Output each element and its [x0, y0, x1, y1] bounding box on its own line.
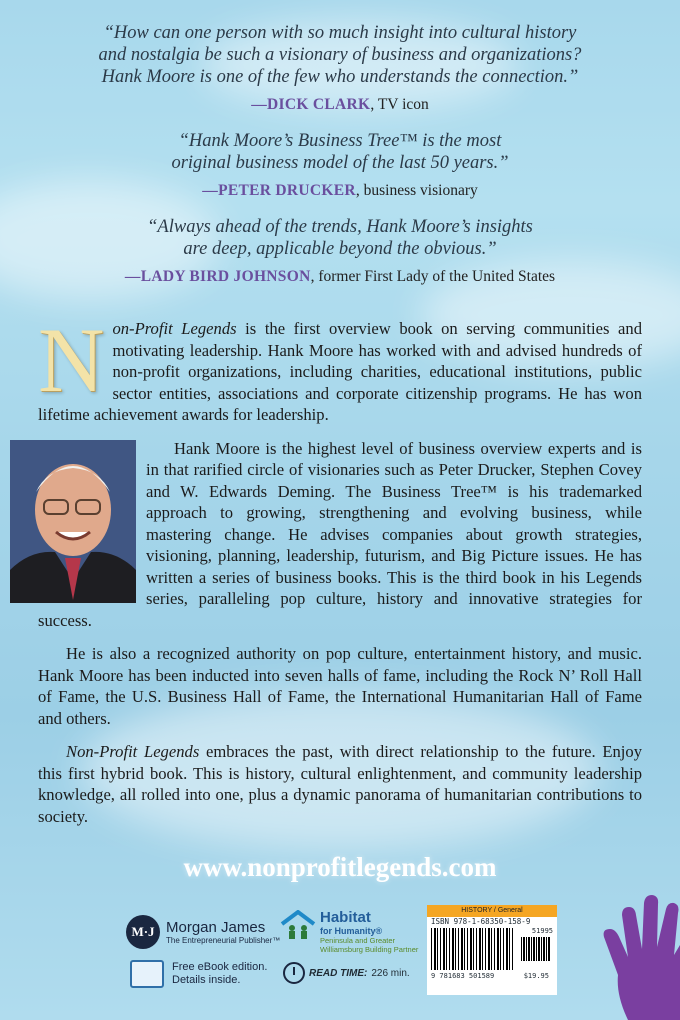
paragraph-closing	[38, 741, 642, 827]
attribution-role: , former First Lady of the United States	[310, 268, 556, 285]
quote-block	[0, 130, 680, 200]
book-title-italic: Non-Profit Legends	[66, 742, 200, 761]
barcode-price: $19.95	[523, 972, 549, 980]
publisher-tagline: The Entrepreneurial Publisher™	[166, 936, 281, 945]
publisher-name: Morgan James	[166, 919, 266, 936]
barcode-isbn: ISBN 978-1-68350-158-9	[431, 917, 531, 926]
barcode-category: HISTORY / General	[427, 905, 557, 917]
paragraph-text: embraces the past, with direct relationship to the future. Enjoy this first hybrid book. This is history, cultural enlightenment, and community leadership knowledge, all rolled into one, plus a dynamic panorama of humanitarian contributions to society.	[38, 742, 642, 826]
author-photo	[10, 440, 136, 603]
quote-attribution	[0, 268, 680, 286]
quote-attribution	[0, 96, 680, 114]
paragraph-text: He is also a recognized authority on pop culture, entertainment history, and music. Hank Moore has been inducted into seven halls of fame, including the Rock N’ Roll Hall of Fame, the U.S. Business Hall of Fame, the International Humanitarian Hall of Fame and others.	[38, 644, 642, 728]
attribution-role: , business visionary	[355, 182, 478, 199]
barcode-price-code: 51995	[531, 927, 553, 935]
read-time-value: 226 min.	[371, 967, 410, 979]
habitat-region: Peninsula and Greater	[320, 936, 396, 945]
barcode-bars	[431, 928, 513, 970]
hand-icon	[598, 895, 680, 1020]
quote-line: “Always ahead of the trends, Hank Moore’s insights	[147, 217, 533, 237]
attribution-name: —PETER DRUCKER	[202, 182, 356, 199]
quote-attribution	[0, 182, 680, 200]
testimonials	[0, 22, 680, 302]
quote-line: “How can one person with so much insight into cultural history	[103, 23, 577, 43]
publisher-logo	[126, 915, 280, 949]
publisher-emblem: M·J	[126, 915, 160, 949]
paragraph-bio	[38, 438, 642, 632]
quote-line: Hank Moore is one of the few who understands the connection.”	[101, 67, 579, 87]
barcode-number: 9 781683 501589	[431, 972, 495, 980]
footer-logos	[0, 905, 680, 1020]
read-time	[283, 962, 410, 984]
book-icon	[130, 960, 164, 988]
quote-line: are deep, applicable beyond the obvious.”	[183, 239, 497, 259]
habitat-house-icon	[280, 910, 316, 940]
ebook-line: Free eBook edition.	[172, 961, 268, 973]
attribution-role: , TV icon	[370, 96, 429, 113]
ebook-offer	[130, 960, 267, 988]
habitat-title: Habitat	[320, 909, 371, 926]
paragraph-text: Hank Moore is the highest level of business overview experts and is in that rarified circle of visionaries such as Peter Drucker, Stephen Covey and W. Edwards Deming. The Business Tree™ is his trademarked approach to growing, strengthening and evolving business, while mastering change. He advises companies about growth strategies, visioning, planning, leadership, futurism, and Big Picture issues. He has written a series of business books. This is the third book in his Legends series, paralleling pop culture, history and innovative strategies for success.	[38, 438, 642, 630]
quote-line: and nostalgia be such a visionary of business and organizations?	[98, 45, 582, 65]
book-title-italic: on-Profit Legends	[112, 319, 237, 338]
habitat-logo	[280, 910, 418, 954]
quote-line: original business model of the last 50 years.”	[171, 153, 509, 173]
clock-icon	[283, 962, 305, 984]
isbn-barcode	[427, 905, 557, 995]
quote-block	[0, 22, 680, 114]
website-url: www.nonprofitlegends.com	[183, 852, 497, 882]
quote-line: “Hank Moore’s Business Tree™ is the most	[178, 131, 502, 151]
quote-block	[0, 216, 680, 286]
author-portrait-image	[10, 440, 136, 603]
paragraph-text: is the first overview book on serving communities and motivating leadership. Hank Moore has worked with and advised hundreds of non-profit organizations, including charities, educational institutions, public sector entities, associations and corporate citizenship programs. He has won lifetime achievement awards for leadership.	[38, 319, 642, 424]
book-description	[38, 309, 642, 839]
habitat-subtitle: for Humanity®	[320, 926, 383, 936]
habitat-partner: Williamsburg Building Partner	[320, 945, 419, 954]
paragraph-intro	[38, 309, 642, 426]
drop-cap: N	[38, 309, 105, 411]
attribution-name: —DICK CLARK	[251, 96, 371, 113]
read-time-label: READ TIME:	[309, 967, 368, 979]
attribution-name: —LADY BIRD JOHNSON	[124, 268, 311, 285]
paragraph-authority	[38, 643, 642, 729]
ebook-line: Details inside.	[172, 974, 241, 986]
price-barcode-bars	[521, 937, 551, 961]
